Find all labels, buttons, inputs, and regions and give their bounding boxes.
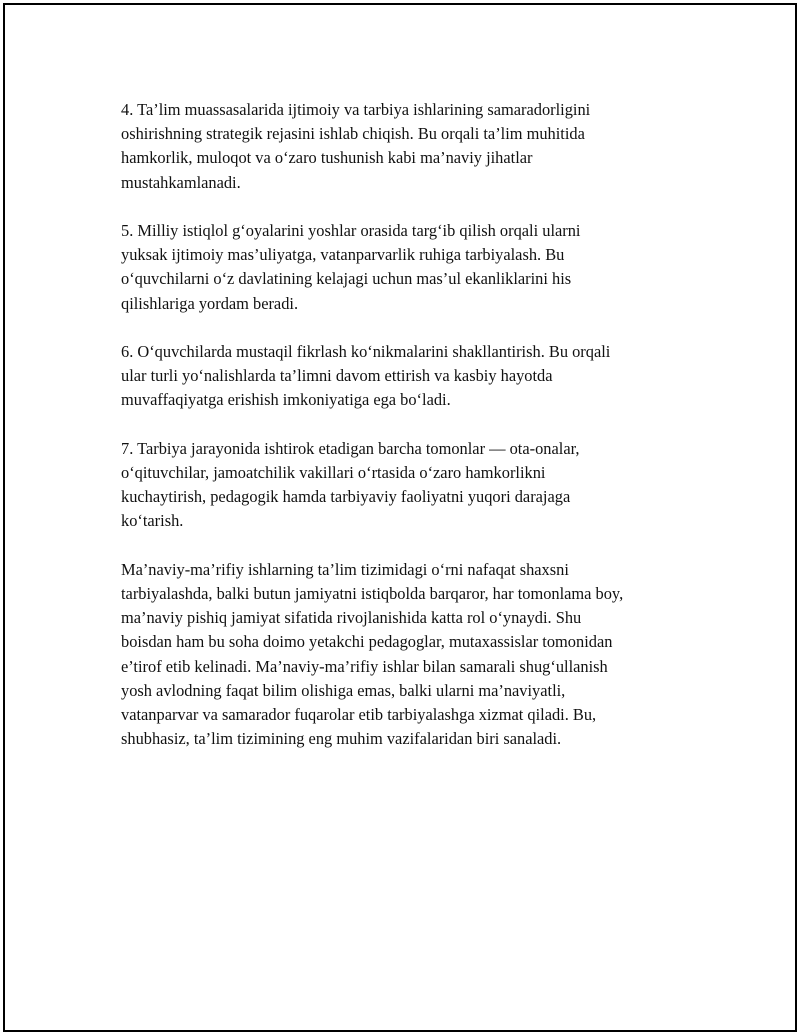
paragraph-item-7: 7. Tarbiya jarayonida ishtirok etadigan barcha tomonlar — ota-onalar, o‘qituvchilar, jamoatchilik vakillari o‘rtasida o‘zaro hamkorlikni kuchaytirish, pedagogik hamda tarbiyaviy faoliyatni yuqori darajaga ko‘tarish. xyxy=(121,438,580,531)
document-body xyxy=(121,98,701,776)
paragraph-item-4: 4. Ta’lim muassasalarida ijtimoiy va tarbiya ishlarining samaradorligini oshirishning strategik rejasini ishlab chiqish. Bu orqali ta’lim muhitida hamkorlik, muloqot va o‘zaro tushunish kabi ma’naviy jihatlar mustahkamlanadi. xyxy=(121,100,591,192)
conclusion-paragraph: Ma’naviy-ma’rifiy ishlarning ta’lim tizimidagi o‘rni nafaqat shaxsni tarbiyalashda, balki butun jamiyatni istiqbolda barqaror, har tomonlama boy, ma’naviy pishiq jamiyat sifatida rivojlanishida katta rol o‘ynaydi. Shu boisdan ham bu soha doimo yetakchi pedagoglar, mutaxassislar tomonidan e’tirof etib kelinadi. Ma’naviy-ma’rifiy ishlar bilan samarali shug‘ullanish yosh avlodning faqat bilim olishiga emas, balki ularni ma’naviyatli, vatanparvar va samarador fuqarolar etib tarbiyalashga xizmat qiladi. Bu, shubhasiz, ta’lim tizimining eng muhim vazifalaridan biri sanaladi. xyxy=(121,559,624,749)
page-frame xyxy=(3,3,797,1032)
paragraph-item-6: 6. O‘quvchilarda mustaqil fikrlash ko‘nikmalarini shakllantirish. Bu orqali ular turli yo‘nalishlarda ta’limni davom ettirish va kasbiy hayotda muvaffaqiyatga erishish imkoniyatiga ega bo‘ladi. xyxy=(121,342,611,410)
paragraph-item-5: 5. Milliy istiqlol g‘oyalarini yoshlar orasida targ‘ib qilish orqali ularni yuksak ijtimoiy mas’uliyatga, vatanparvarlik ruhiga tarbiyalash. Bu o‘quvchilarni o‘z davlatining kelajagi uchun mas’ul ekanliklarini his qilishlariga yordam beradi. xyxy=(121,221,581,313)
